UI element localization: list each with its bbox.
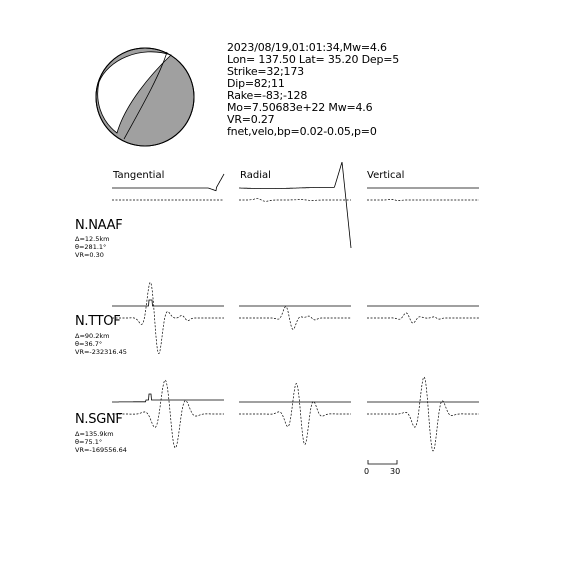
station-meta xyxy=(75,430,127,454)
header-line-moment: Mo=7.50683e+22 Mw=4.6 xyxy=(227,101,373,114)
station-vr: VR=-232316.45 xyxy=(75,348,127,356)
trace-observed xyxy=(112,300,224,306)
station-azimuth: θ=75.1° xyxy=(75,438,103,446)
station-vr: VR=0.30 xyxy=(75,251,104,259)
trace-synthetic xyxy=(367,313,479,323)
header-line-processing: fnet,velo,bp=0.02-0.05,p=0 xyxy=(227,125,377,138)
station-distance: Δ=135.9km xyxy=(75,430,114,438)
station-azimuth: θ=36.7° xyxy=(75,340,103,348)
station-meta xyxy=(75,332,127,356)
waveform-traces xyxy=(112,162,479,451)
time-scale-label-start: 0 xyxy=(364,467,370,476)
station-distance: Δ=12.5km xyxy=(75,235,110,243)
header-line-strike: Strike=32;173 xyxy=(227,65,304,78)
trace-synthetic xyxy=(239,384,351,445)
beachball xyxy=(96,48,194,146)
header-line-origin: 2023/08/19,01:01:34,Mw=4.6 xyxy=(227,41,387,54)
component-label-vertical: Vertical xyxy=(367,170,405,181)
station-name: N.SGNF xyxy=(75,412,123,427)
header-line-rake: Rake=-83;-128 xyxy=(227,89,308,102)
time-scale-bar xyxy=(368,460,397,464)
trace-synthetic xyxy=(239,199,351,202)
station-distance: Δ=90.2km xyxy=(75,332,110,340)
header-line-dip: Dip=82;11 xyxy=(227,77,285,90)
station-meta xyxy=(75,235,109,259)
trace-synthetic xyxy=(112,380,224,448)
component-label-tangential: Tangential xyxy=(113,170,165,181)
component-label-radial: Radial xyxy=(240,170,271,181)
station-name: N.NAAF xyxy=(75,218,123,233)
station-vr: VR=-169556.64 xyxy=(75,446,127,454)
time-scale-line xyxy=(368,460,397,464)
station-azimuth: θ=281.1° xyxy=(75,243,107,251)
trace-synthetic xyxy=(112,283,224,354)
header-line-location: Lon= 137.50 Lat= 35.20 Dep=5 xyxy=(227,53,400,66)
header-line-vr: VR=0.27 xyxy=(227,113,275,126)
trace-synthetic xyxy=(367,377,479,451)
trace-observed xyxy=(112,394,224,402)
time-scale-label-end: 30 xyxy=(390,467,401,476)
station-name: N.TTOF xyxy=(75,314,121,329)
trace-synthetic xyxy=(367,199,479,200)
trace-synthetic xyxy=(239,307,351,330)
